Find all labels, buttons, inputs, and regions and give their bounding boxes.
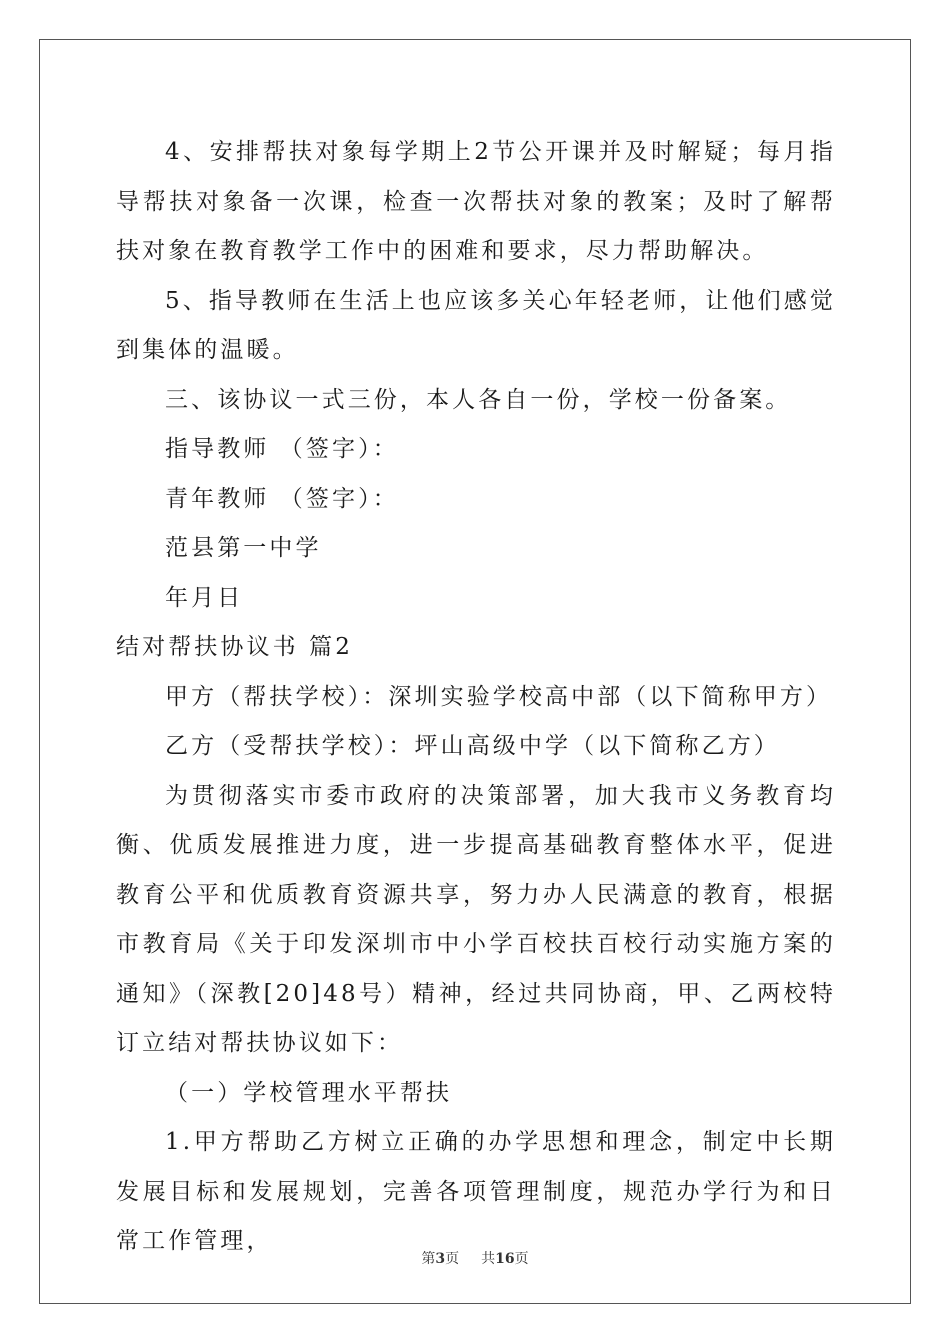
school-name: 范县第一中学 (165, 535, 322, 561)
signature-line-young-teacher: 青年教师 （签字）： (165, 485, 399, 512)
footer-total-suffix: 页 (514, 1251, 529, 1267)
footer-page-current: 3 (435, 1251, 446, 1267)
paragraph-item-1: 1.甲方帮助乙方树立正确的办学思想和理念，制定中长期发展目标和发展规划，完善各项管理制度，规范办学行为和日常工作管理， (116, 1129, 836, 1254)
footer-page-prefix: 第 (421, 1251, 436, 1267)
party-a: 甲方（帮扶学校）：深圳实验学校高中部（以下简称甲方） (165, 683, 833, 710)
paragraph-section-3: 三、该协议一式三份，本人各自一份，学校一份备案。 (165, 386, 792, 413)
date-line: 年月日 (165, 584, 244, 611)
paragraph-intro: 为贯彻落实市委市政府的决策部署，加大我市义务教育均衡、优质发展推进力度，进一步提高基础教育整体水平，促进教育公平和优质教育资源共享，努力办人民满意的教育，根据市教育局《关于印发深圳市中小学百校扶百校行动实施方案的通知》（深教[20]48号）精神，经过共同协商，甲、乙两校特订立结对帮扶协议如下： (116, 782, 836, 1056)
footer-page-mid: 页 (445, 1251, 460, 1267)
page-footer (0, 1248, 950, 1268)
party-b: 乙方（受帮扶学校）：坪山高级中学（以下简称乙方） (165, 733, 780, 759)
footer-total-prefix: 共 (481, 1251, 496, 1267)
document-body (116, 128, 836, 1267)
paragraph-item-5: 5、指导教师在生活上也应该多关心年轻老师，让他们感觉到集体的温暖。 (116, 287, 836, 363)
article-heading: 结对帮扶协议书 篇2 (116, 634, 353, 660)
section-heading-1: （一）学校管理水平帮扶 (165, 1079, 453, 1106)
paragraph-item-4: 4、安排帮扶对象每学期上2节公开课并及时解疑；每月指导帮扶对象备一次课，检查一次帮扶对象的教案；及时了解帮扶对象在教育教学工作中的困难和要求，尽力帮助解决。 (116, 139, 836, 264)
signature-line-mentor: 指导教师 （签字）： (165, 436, 399, 462)
footer-page-total: 16 (495, 1251, 515, 1267)
